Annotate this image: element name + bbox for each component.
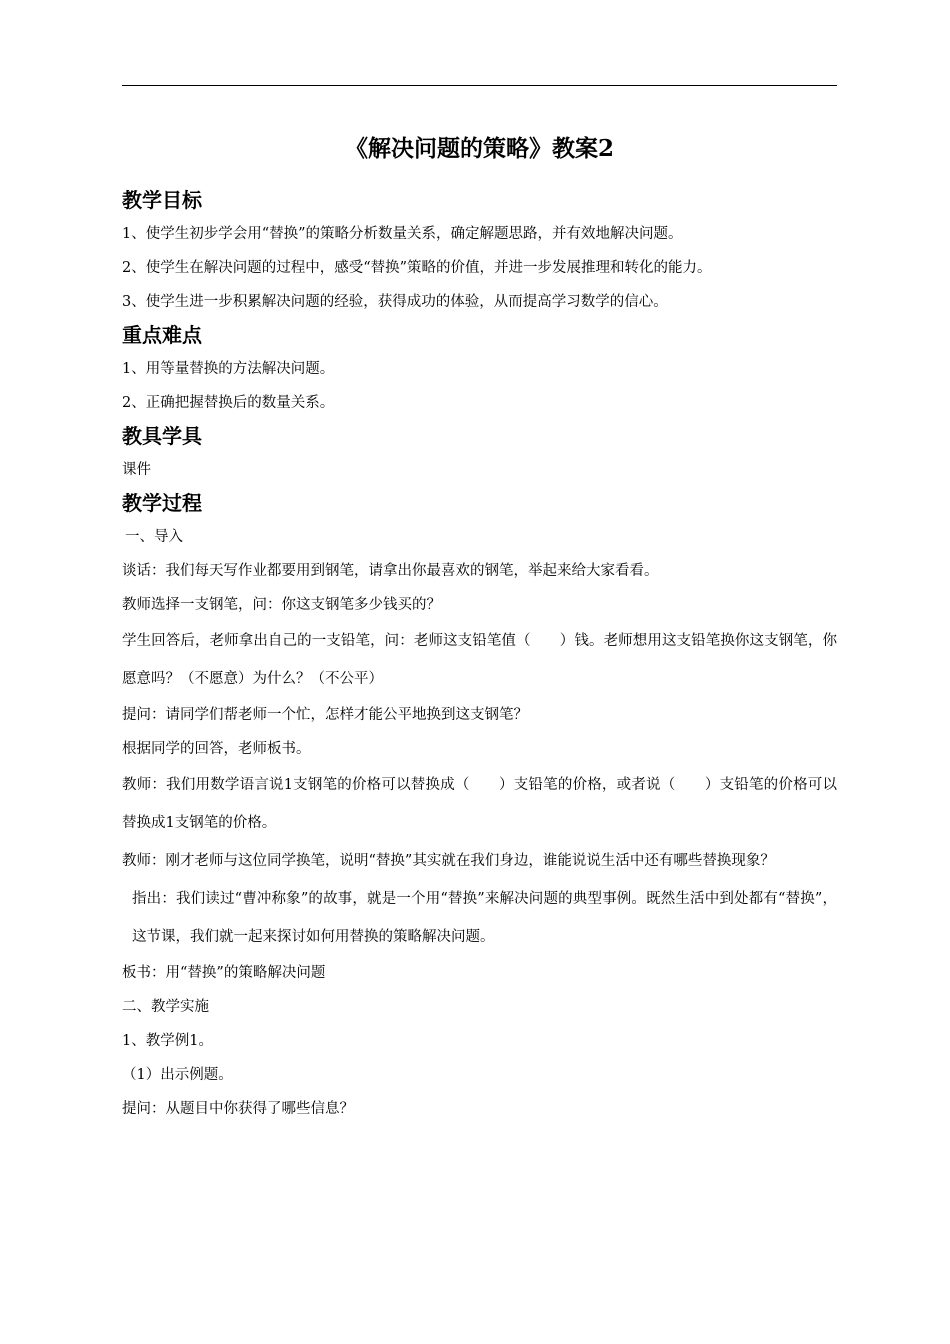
document-body [122,184,837,1126]
process-paragraph: 教师：我们用数学语言说1支钢笔的价格可以替换成（ ）支铅笔的价格，或者说（ ）支铅笔的价格可以替换成1支钢笔的价格。 [122,777,837,831]
process-paragraph: 教师：刚才老师与这位同学换笔，说明“替换”其实就在我们身边，谁能说说生活中还有哪些替换现象？ [122,853,775,869]
process-paragraph: 谈话：我们每天写作业都要用到钢笔，请拿出你最喜欢的钢笔，举起来给大家看看。 [122,563,659,579]
key-point-item: 2、正确把握替换后的数量关系。 [122,395,335,411]
process-paragraph: 提问：请同学们帮老师一个忙，怎样才能公平地换到这支钢笔？ [122,707,528,723]
objective-item: 2、使学生在解决问题的过程中，感受“替换”策略的价值，并进一步发展推理和转化的能力。 [122,260,712,276]
process-paragraph: 一、导入 [125,529,183,545]
section-heading-key-points: 重点难点 [122,323,202,347]
process-paragraph: 学生回答后，老师拿出自己的一支铅笔，问：老师这支铅笔值（ ）钱。老师想用这支铅笔换你这支钢笔，你愿意吗？（不愿意）为什么？（不公平） [122,633,837,687]
key-point-item: 1、用等量替换的方法解决问题。 [122,361,335,377]
process-paragraph: 根据同学的回答，老师板书。 [122,741,311,757]
document-title: 《解决问题的策略》教案2 [344,135,614,162]
process-paragraph: 板书：用“替换”的策略解决问题 [122,965,326,981]
objective-item: 1、使学生初步学会用“替换”的策略分析数量关系，确定解题思路，并有效地解决问题。 [122,226,683,242]
process-paragraph: 指出：我们读过“曹冲称象”的故事，就是一个用“替换”来解决问题的典型事例。既然生活中到处都有“替换”，这节课，我们就一起来探讨如何用替换的策略解决问题。 [132,891,837,945]
process-paragraph: 1、教学例1。 [122,1033,213,1049]
header-rule [122,85,837,86]
process-paragraph: 提问：从题目中你获得了哪些信息？ [122,1101,354,1117]
process-paragraph: 二、教学实施 [122,999,209,1015]
section-heading-materials: 教具学具 [122,424,202,448]
objective-item: 3、使学生进一步积累解决问题的经验，获得成功的体验，从而提高学习数学的信心。 [122,294,668,310]
section-heading-process: 教学过程 [122,491,202,515]
materials-text: 课件 [122,462,151,478]
process-paragraph: （1）出示例题。 [122,1067,233,1083]
section-heading-objectives: 教学目标 [122,188,202,212]
process-paragraph: 教师选择一支钢笔，问：你这支钢笔多少钱买的？ [122,597,441,613]
